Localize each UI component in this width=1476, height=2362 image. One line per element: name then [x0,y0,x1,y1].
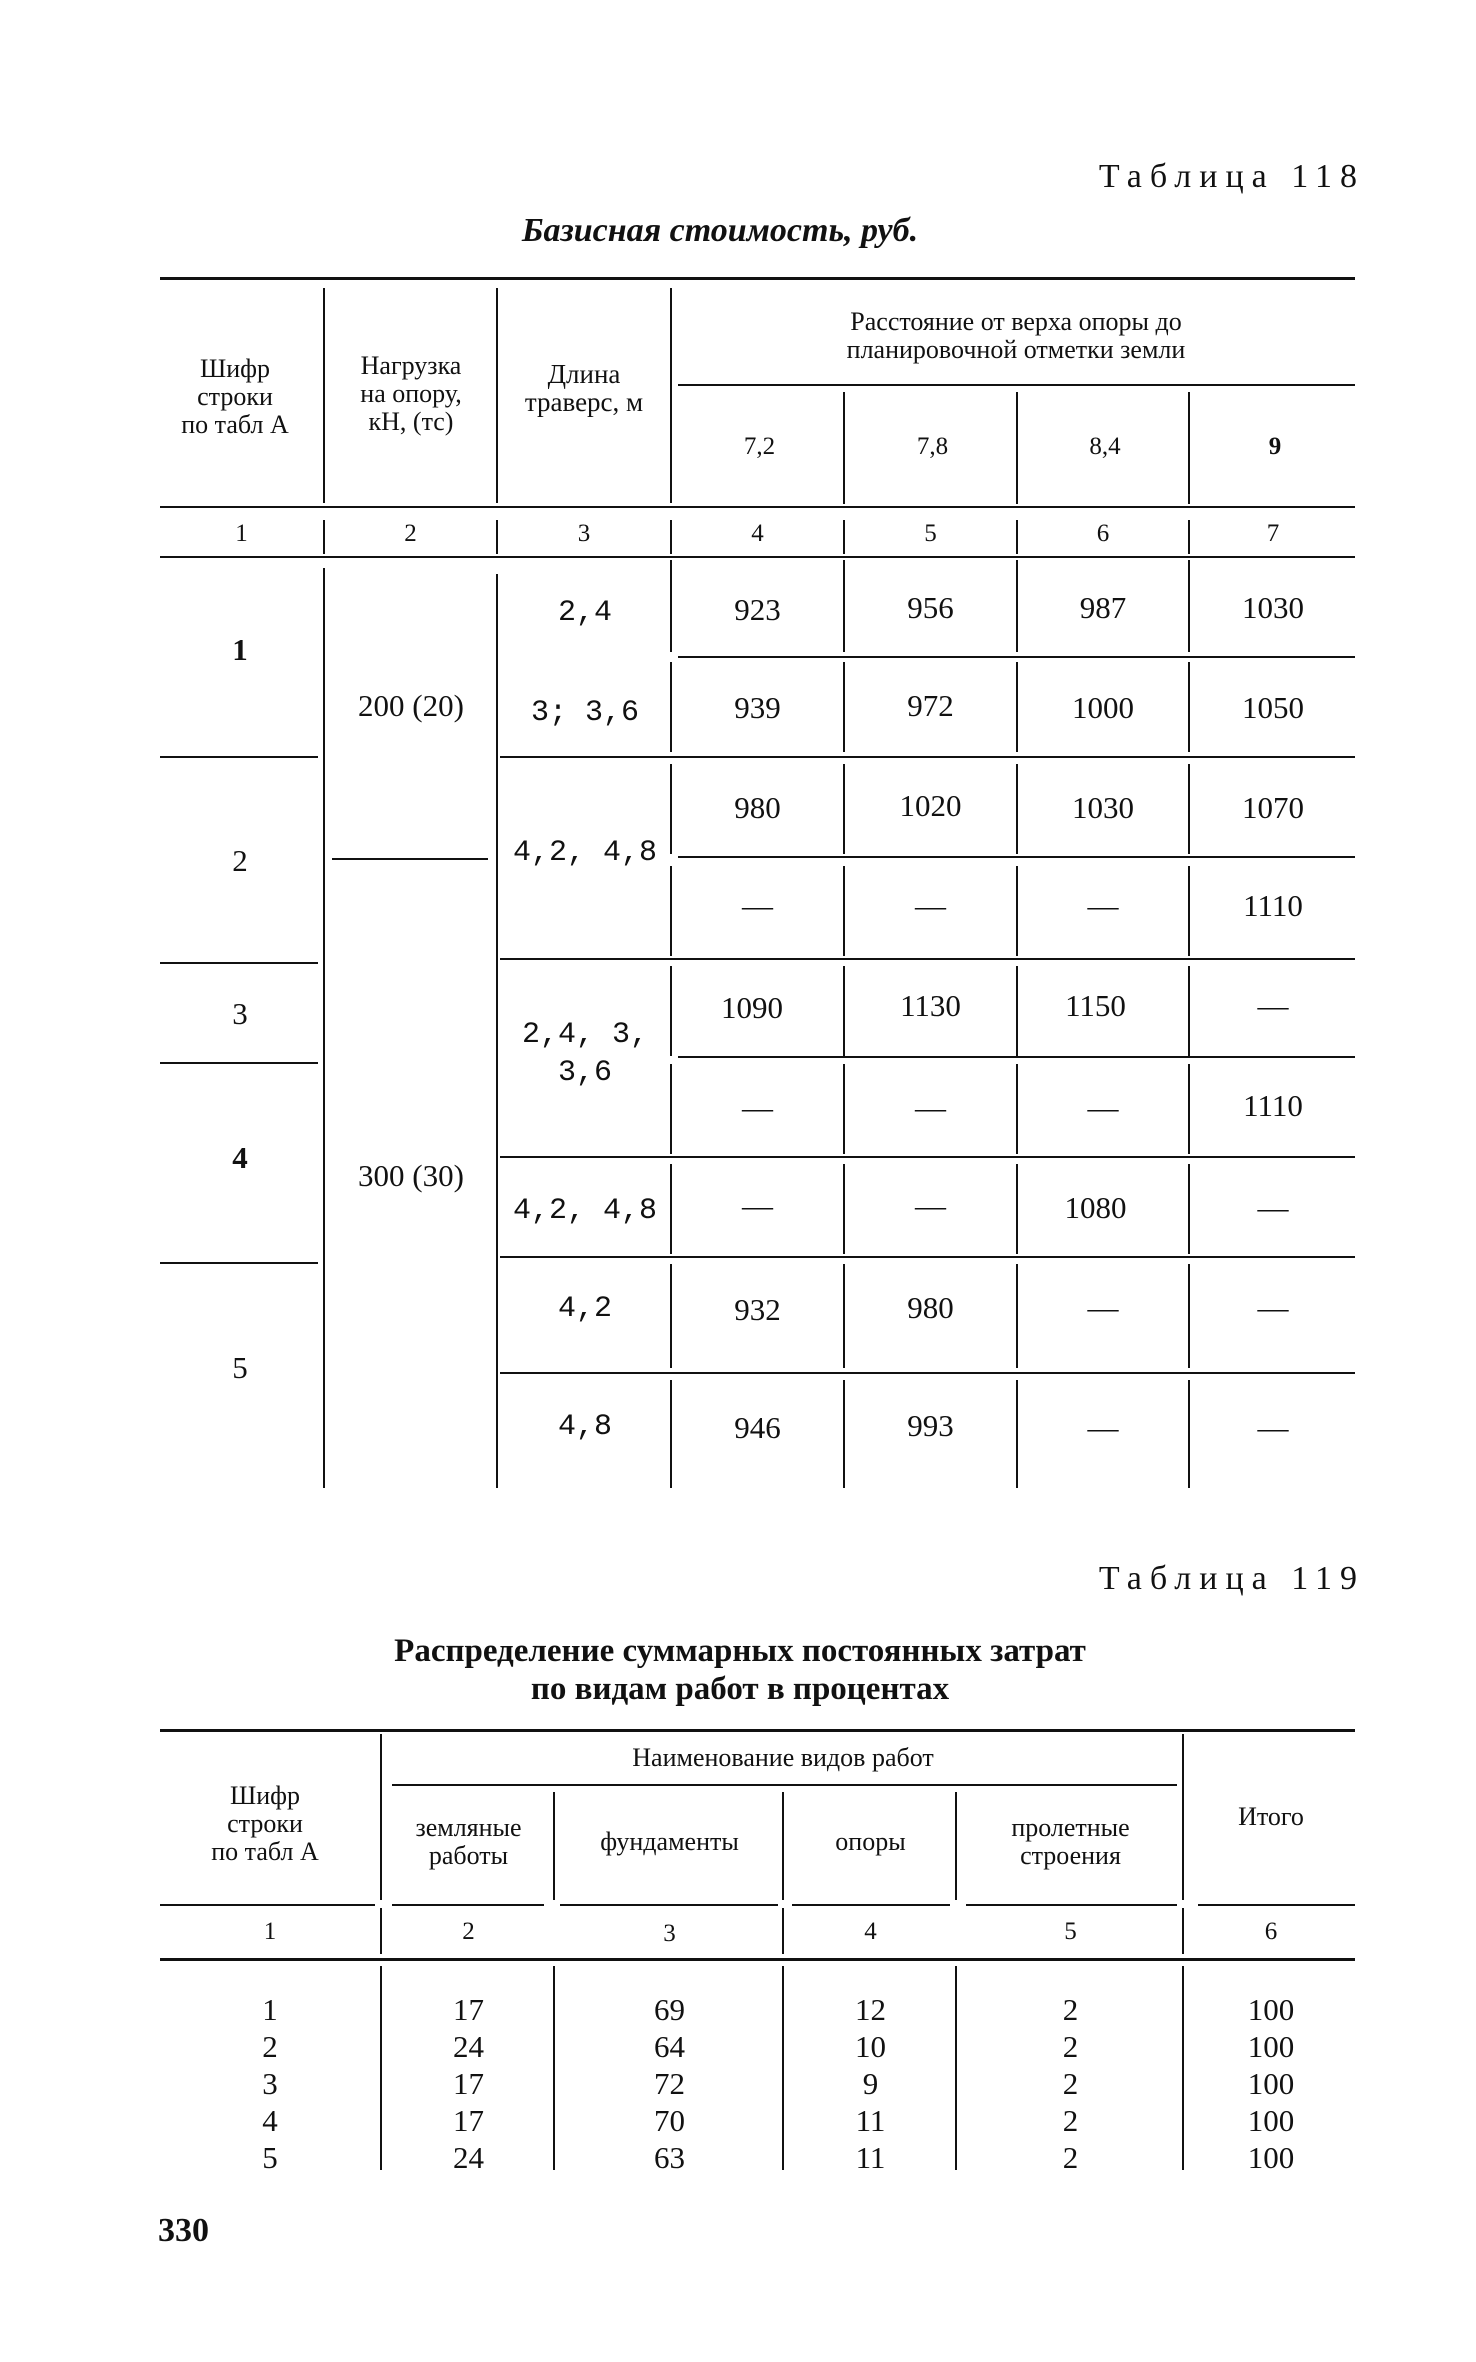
t118-value: — [915,1188,946,1223]
table-119-label: Таблица 119 [1098,1560,1365,1597]
t119-cell: 9 [862,2066,879,2101]
t118-value: — [1257,1190,1289,1225]
t118-value: 1030 [1242,590,1304,625]
t119-header-works-group: Наименование видов работ [632,1743,934,1772]
t118-value: 1080 [1064,1190,1127,1225]
t119-cell: 100 [1247,2029,1295,2064]
t119-cell: 11 [855,2103,886,2138]
t118-value: 932 [734,1292,781,1327]
t119-cell: 70 [654,2103,685,2138]
t119-header-total: Итого [1238,1802,1304,1831]
t119-cell: 17 [453,2066,484,2101]
t119-header-spans: пролетные строения [1011,1813,1130,1870]
t119-header-supports: опоры [835,1827,906,1856]
t118-length: 3; 3,6 [530,696,640,730]
t118-value: 1150 [1065,988,1126,1023]
t118-header-shifr: Шифр строки по табл А [181,354,289,439]
t118-value: — [1257,988,1289,1023]
t118-length: 4,2, 4,8 [512,1194,658,1228]
t118-distance-4: 9 [1268,433,1282,460]
t118-length: 2,4, 3, [521,1018,649,1052]
t118-value: 1110 [1243,888,1303,923]
t118-value: — [742,1090,773,1125]
t119-cell: 3 [262,2066,278,2101]
t118-shifr-4: 4 [232,1140,248,1175]
t118-value: — [915,888,946,923]
t118-value: 946 [734,1410,781,1445]
t119-colnum: 6 [1264,1918,1278,1945]
table-118-title: Базисная стоимость, руб. [521,212,919,249]
t118-value: 987 [1079,590,1127,625]
t119-cell: 100 [1247,2066,1295,2101]
t119-cell: 64 [654,2029,685,2064]
t119-cell: 2 [1062,2103,1079,2138]
t118-value: 939 [734,690,781,725]
t119-cell: 1 [262,1992,278,2027]
t119-cell: 100 [1247,1992,1295,2027]
t119-cell: 2 [1062,2029,1079,2064]
t118-value: — [742,1188,773,1223]
t119-colnum: 1 [263,1918,277,1945]
t119-cell: 17 [453,1992,484,2027]
t119-colnum: 5 [1064,1918,1077,1945]
t118-value: 980 [907,1290,954,1325]
t118-load-200: 200 (20) [358,688,464,723]
t118-length: 2,4 [557,596,612,630]
t119-cell: 2 [1062,2140,1079,2175]
t118-value: 1000 [1072,690,1134,725]
t118-load-300: 300 (30) [358,1158,464,1193]
t118-value: — [915,1090,946,1125]
t118-value: 1030 [1072,790,1134,825]
t118-colnum: 2 [404,520,417,547]
t118-distance-3: 8,4 [1089,433,1121,460]
t118-colnum: 6 [1096,520,1110,547]
t118-value: 1050 [1242,690,1304,725]
t118-header-length: Длина траверс, м [524,359,644,417]
t118-value: 956 [907,590,954,625]
t118-shifr-2: 2 [232,843,248,878]
table-119-title: Распределение суммарных постоянных затрат по видам работ в процентах [394,1633,1086,1707]
t118-value: — [742,888,773,923]
t118-value: — [1257,1410,1289,1445]
t119-cell: 11 [855,2140,886,2175]
t118-colnum: 4 [751,520,764,547]
t119-cell: 24 [453,2029,484,2064]
t119-colnum: 3 [663,1920,676,1947]
t118-value: 993 [907,1408,954,1443]
t119-header-shifr: Шифр строки по табл А [211,1781,319,1866]
t119-cell: 4 [262,2103,278,2138]
t119-cell: 72 [654,2066,685,2101]
t118-shifr-3: 3 [232,996,248,1031]
table-118-label: Таблица 118 [1098,158,1365,195]
t119-cell: 17 [453,2103,484,2138]
t119-cell: 2 [1062,1992,1079,2027]
t119-cell: 2 [1062,2066,1079,2101]
t119-cell: 100 [1247,2140,1295,2175]
t118-colnum: 7 [1266,520,1280,547]
t119-colnum: 2 [462,1918,475,1945]
t118-value: — [1087,888,1119,923]
t118-header-distance-group: Расстояние от верха опоры до планировочной отметки земли [846,307,1186,364]
t118-distance-1: 7,2 [743,433,776,460]
t118-value: 1110 [1243,1088,1303,1123]
t118-value: — [1087,1090,1119,1125]
t118-header-load: Нагрузка на опору, кН, (тс) [360,351,462,436]
t119-cell: 5 [262,2140,278,2175]
t119-header-foundations: фундаменты [600,1827,739,1856]
t118-value: 923 [734,592,781,627]
t118-value: — [1087,1290,1119,1325]
t119-cell: 63 [654,2140,685,2175]
t119-cell: 2 [262,2029,278,2064]
t118-colnum: 1 [235,520,248,547]
t118-distance-2: 7,8 [916,433,949,460]
t119-header-earthworks: земляные работы [415,1813,522,1870]
t118-value: — [1087,1410,1119,1445]
t118-length: 4,2, 4,8 [512,836,658,870]
t118-value: 1020 [899,788,962,823]
t118-length: 3,6 [557,1056,612,1090]
page-number: 330 [158,2212,209,2249]
t118-value: 1090 [721,990,783,1025]
t118-value: 1070 [1242,790,1304,825]
t118-length: 4,8 [557,1410,612,1444]
t119-colnum: 4 [864,1918,877,1945]
t118-shifr-1: 1 [232,632,248,667]
t119-cell: 12 [855,1992,886,2027]
t118-length: 4,2 [557,1292,612,1326]
t119-cell: 100 [1247,2103,1295,2138]
t118-value: 972 [907,688,954,723]
t118-colnum: 5 [924,520,937,547]
t119-cell: 10 [855,2029,886,2064]
t118-value: 980 [734,790,781,825]
t118-colnum: 3 [577,520,591,547]
t118-value: — [1257,1290,1289,1325]
t118-shifr-5: 5 [232,1350,248,1385]
t119-cell: 69 [654,1992,685,2027]
t118-value: 1130 [900,988,961,1023]
t119-cell: 24 [453,2140,484,2175]
